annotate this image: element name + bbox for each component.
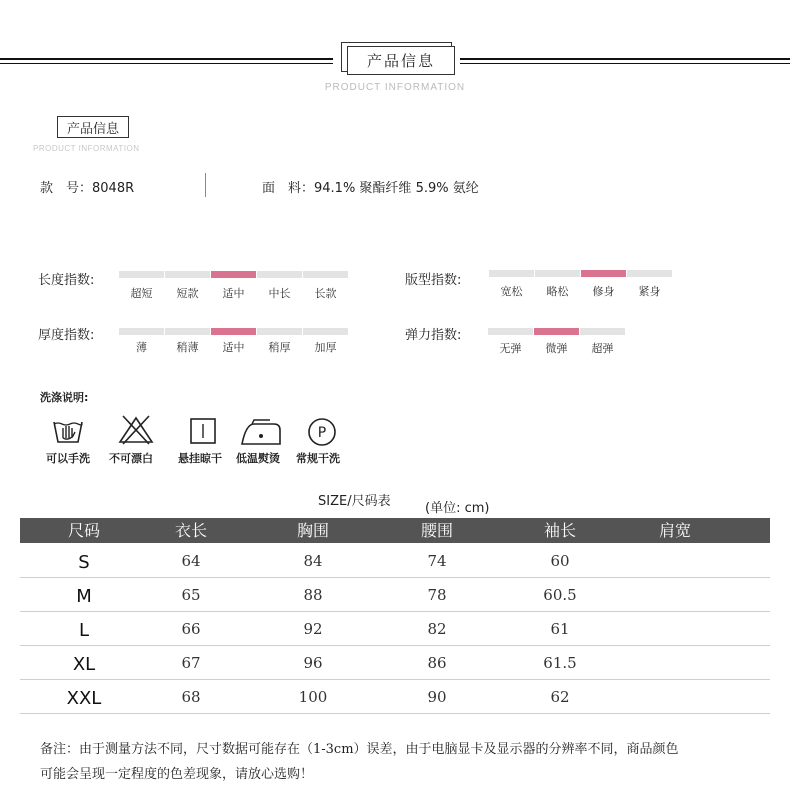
size-table-header-cell: 肩宽: [658, 521, 691, 540]
size-table-cell: 67: [181, 654, 201, 672]
size-table-cell: 64: [181, 552, 201, 570]
length-index-segment: [119, 271, 164, 278]
spec-divider: [205, 173, 206, 197]
length-index-segment: [303, 271, 348, 278]
size-table-header-cell: 袖长: [543, 521, 576, 540]
banner-line-left: [0, 58, 333, 60]
svg-text:P: P: [317, 425, 327, 441]
fit-index-option: 略松: [546, 285, 569, 298]
banner-title: 产品信息: [347, 46, 455, 75]
size-table-header-cell: 腰围: [420, 521, 453, 540]
thickness-index-option: 稍厚: [268, 341, 291, 354]
elasticity-index-option: 无弹: [499, 342, 522, 355]
banner-line-right-2: [460, 63, 790, 64]
length-index-segment: [257, 271, 302, 278]
size-table-cell: 66: [181, 620, 201, 638]
low-iron-label: 低温熨烫: [236, 452, 280, 465]
size-table-cell: 65: [181, 586, 201, 604]
hand-wash-icon: [52, 414, 84, 446]
no-bleach-icon: [118, 414, 154, 446]
fit-index-segment: [535, 270, 580, 277]
elasticity-index-option: 超弹: [591, 342, 614, 355]
fabric: 面 料：94.1% 聚酯纤维 5.9% 氨纶: [262, 181, 479, 196]
length-index-segment: [211, 271, 256, 278]
size-table-cell: 68: [181, 688, 201, 706]
thickness-index-option: 薄: [136, 341, 147, 354]
elasticity-index-segment: [534, 328, 579, 335]
fit-index-option: 宽松: [500, 285, 523, 298]
size-table-caption: SIZE/尺码表: [318, 494, 391, 509]
banner-line-right: [460, 58, 790, 60]
thickness-index-label: 厚度指数:: [38, 328, 95, 343]
size-table-header-cell: 衣长: [174, 521, 207, 540]
thickness-index-segment: [211, 328, 256, 335]
dry-clean-icon: [307, 417, 337, 447]
fit-index-option: 修身: [592, 285, 615, 298]
size-table-size-cell: XL: [72, 654, 96, 675]
size-table-cell: 62: [550, 688, 570, 706]
thickness-index-option: 稍薄: [176, 341, 199, 354]
size-table-size-cell: S: [78, 552, 90, 573]
banner-line-left-2: [0, 63, 333, 64]
size-table-unit: (单位: cm): [425, 501, 490, 516]
thickness-index-segment: [119, 328, 164, 335]
size-table-cell: 60.5: [543, 586, 577, 604]
length-index-option: 中长: [268, 287, 291, 300]
size-table-cell: 82: [427, 620, 447, 638]
size-table-cell: 60: [550, 552, 570, 570]
section-title: 产品信息: [57, 116, 129, 138]
section-subtitle: PRODUCT INFORMATION: [33, 144, 140, 153]
size-table-cell: 96: [303, 654, 323, 672]
size-table-cell: 90: [427, 688, 447, 706]
banner-title-box: [341, 42, 452, 72]
fit-index-option: 紧身: [638, 285, 661, 298]
dry-clean-label: 常规干洗: [296, 452, 340, 465]
size-table-cell: 84: [303, 552, 323, 570]
no-bleach-label: 不可漂白: [109, 452, 153, 465]
length-index-option: 短款: [176, 287, 199, 300]
length-index-option: 适中: [222, 287, 245, 300]
size-table-size-cell: M: [76, 586, 92, 607]
note-line-1: 备注：由于测量方法不同，尺寸数据可能存在（1-3cm）误差，由于电脑显卡及显示器的分辨率不同，商品颜色: [40, 742, 679, 757]
size-table-cell: 78: [427, 586, 447, 604]
elasticity-index-label: 弹力指数:: [405, 328, 462, 343]
elasticity-index-segment: [580, 328, 625, 335]
low-iron-icon: [240, 418, 282, 446]
elasticity-index-segment: [488, 328, 533, 335]
length-index-option: 长款: [314, 287, 337, 300]
washing-title: 洗涤说明:: [40, 391, 89, 404]
size-table-header-cell: 尺码: [67, 521, 100, 540]
table-row-divider: [20, 679, 770, 680]
fit-index-segment: [627, 270, 672, 277]
size-table-cell: 86: [427, 654, 447, 672]
hang-dry-icon: [190, 418, 216, 444]
thickness-index-option: 适中: [222, 341, 245, 354]
elasticity-index-option: 微弹: [545, 342, 568, 355]
size-table-cell: 100: [298, 688, 328, 706]
table-row-divider: [20, 713, 770, 714]
note-line-2: 可能会呈现一定程度的色差现象，请放心选购！: [40, 767, 314, 782]
size-table-cell: 61: [550, 620, 570, 638]
size-table-cell: 88: [303, 586, 323, 604]
thickness-index-option: 加厚: [314, 341, 337, 354]
size-table-size-cell: XXL: [66, 688, 102, 709]
fit-index-label: 版型指数:: [405, 273, 462, 288]
thickness-index-segment: [257, 328, 302, 335]
table-row-divider: [20, 645, 770, 646]
thickness-index-segment: [165, 328, 210, 335]
length-index-label: 长度指数:: [38, 273, 95, 288]
size-table-cell: 92: [303, 620, 323, 638]
size-table-cell: 74: [427, 552, 447, 570]
size-table-cell: 61.5: [543, 654, 577, 672]
hand-wash-label: 可以手洗: [46, 452, 90, 465]
thickness-index-segment: [303, 328, 348, 335]
size-table-header-cell: 胸围: [296, 521, 329, 540]
hang-dry-label: 悬挂晾干: [178, 452, 222, 465]
table-row-divider: [20, 611, 770, 612]
banner-subtitle: PRODUCT INFORMATION: [324, 82, 466, 93]
fit-index-segment: [489, 270, 534, 277]
fit-index-segment: [581, 270, 626, 277]
size-table-size-cell: L: [78, 620, 90, 641]
length-index-segment: [165, 271, 210, 278]
style-number: 款 号：8048R: [40, 181, 135, 196]
length-index-option: 超短: [130, 287, 153, 300]
table-row-divider: [20, 577, 770, 578]
